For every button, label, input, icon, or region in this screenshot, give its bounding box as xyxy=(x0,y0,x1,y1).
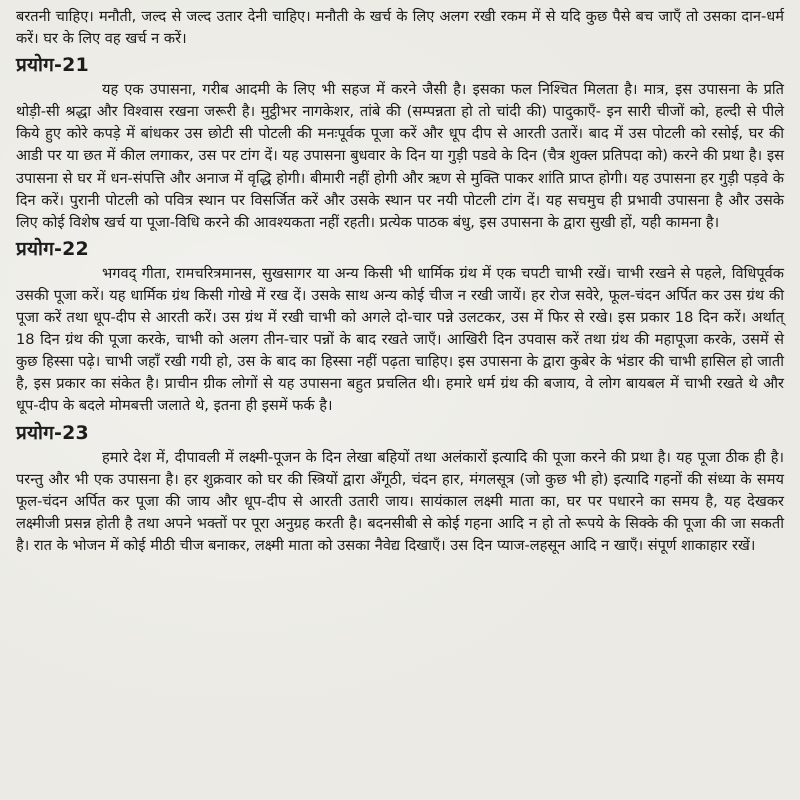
section-heading-22: प्रयोग-22 xyxy=(16,237,89,260)
section-text-21: यह एक उपासना, गरीब आदमी के लिए भी सहज में करने जैसी है। इसका फल निश्चित मिलता है। मात्र, इस उपासना के प्रति थोड़ी-सी श्रद्धा और विश्वास रखना जरूरी है। मुट्ठीभर नागकेशर, तांबे की (सम्पन्नता हो तो चांदी की) पादुकाएँ- इन सारी चीजों को, हल्दी से पीले किये हुए कोरे कपड़े में बांधकर उस छोटी सी पोटली की मनःपूर्वक पूजा करें और धूप दीप से आरती उतारें। बाद में उस पोटली को रसोई, घर की आडी पर या छत में कील लगाकर, उस पर टांग दें। यह उपासना बुधवार के दिन या गुड़ी पडवे के दिन (चैत्र शुक्ल प्रतिपदा को) करने की प्रथा है। इस उपासना से घर में धन-संपत्ति और अनाज में वृद्धि होगी। बीमारी नहीं होगी और ऋण से मुक्ति पाकर शांति प्राप्त होगी। यह उपासना हर गुड़ी पड़वे के दिन करें। पुरानी पोटली को पवित्र स्थान पर विसर्जित करें और उसके स्थान पर नयी पोटली टांग दें। यह सचमुच ही प्रभावी उपासना है और उसके लिए कोई विशेष खर्च या पूजा-विधि करने की आवश्यकता नहीं रहती। प्रत्येक पाठक बंधु, इस उपासना के द्वारा सुखी हों, यही कामना है। xyxy=(16,81,784,231)
section-text-23: हमारे देश में, दीपावली में लक्ष्मी-पूजन के दिन लेखा बहियों तथा अलंकारों इत्यादि की पूजा करने की प्रथा है। यह पूजा ठीक ही है। परन्तु और भी एक उपासना है। हर शुक्रवार को घर की स्त्रियों द्वारा अँगूठी, चंदन हार, मंगलसूत्र (जो कुछ भी हो) इत्यादि गहनों की संध्या के समय फूल-चंदन अर्पित कर पूजा की जाय और धूप-दीप से आरती उतारी जाय। सायंकाल लक्ष्मी माता का, घर पर पधारने का समय है, यह देखकर लक्ष्मीजी प्रसन्न होती है तथा अपने भक्तों पर पूरा अनुग्रह करती है। बदनसीबी से कोई गहना आदि न हो तो रूपये के सिक्के की पूजा की जा सकती है। रात के भोजन में कोई मीठी चीज बनाकर, लक्ष्मी माता को उसका नैवेद्य दिखाएँ। उस दिन प्याज-लहसून आदि न खाएँ। संपूर्ण शाकाहार रखें। xyxy=(16,448,784,554)
section-heading-21: प्रयोग-21 xyxy=(16,54,89,77)
intro-paragraph: बरतनी चाहिए। मनौती, जल्द से जल्द उतार देनी चाहिए। मनौती के खर्च के लिए अलग रखी रकम में से यदि कुछ पैसे बच जाएँ तो उसका दान-धर्म करें। घर के लिए वह खर्च न करें। xyxy=(16,8,784,48)
section-text-22: भगवद् गीता, रामचरित्रमानस, सुखसागर या अन्य किसी भी धार्मिक ग्रंथ में एक चपटी चाभी रखें। चाभी रखने से पहले, विधिपूर्वक उसकी पूजा करें। यह धार्मिक ग्रंथ किसी गोखे में रख दें। उसके साथ अन्य कोई चीज न रखी जायें। हर रोज सवेरे, फूल-चंदन अर्पित कर उस ग्रंथ की पूजा करें तथा धूप-दीप से आरती करें। उस ग्रंथ में रखी चाभी को अगले दो-चार पन्ने उलटकर, उस में फिर से रखे। इस प्रकार 18 दिन करें। अर्थात् 18 दिन ग्रंथ की पूजा करके, चाभी को अलग तीन-चार पन्नों के बाद रखते जाएँ। आखिरी दिन उपवास करें तथा ग्रंथ की महापूजा करके, उसमें से कुछ हिस्सा पढ़े। चाभी जहाँ रखी गयी हो, उस के बाद का हिस्सा नहीं पढ़ता चाहिए। इस उपासना के द्वारा कुबेर के भंडार की चाभी हासिल हो जाती है, इस प्रकार का संकेत है। प्राचीन ग्रीक लोगों से यह उपासना बहुत प्रचलित थी। हमारे धर्म ग्रंथ की बजाय, वे लोग बायबल में चाभी रखते थे और धूप-दीप के बदले मोमबत्ती जलाते थे, इतना ही इसमें फर्क है। xyxy=(16,264,784,415)
section-heading-23: प्रयोग-23 xyxy=(16,421,89,444)
